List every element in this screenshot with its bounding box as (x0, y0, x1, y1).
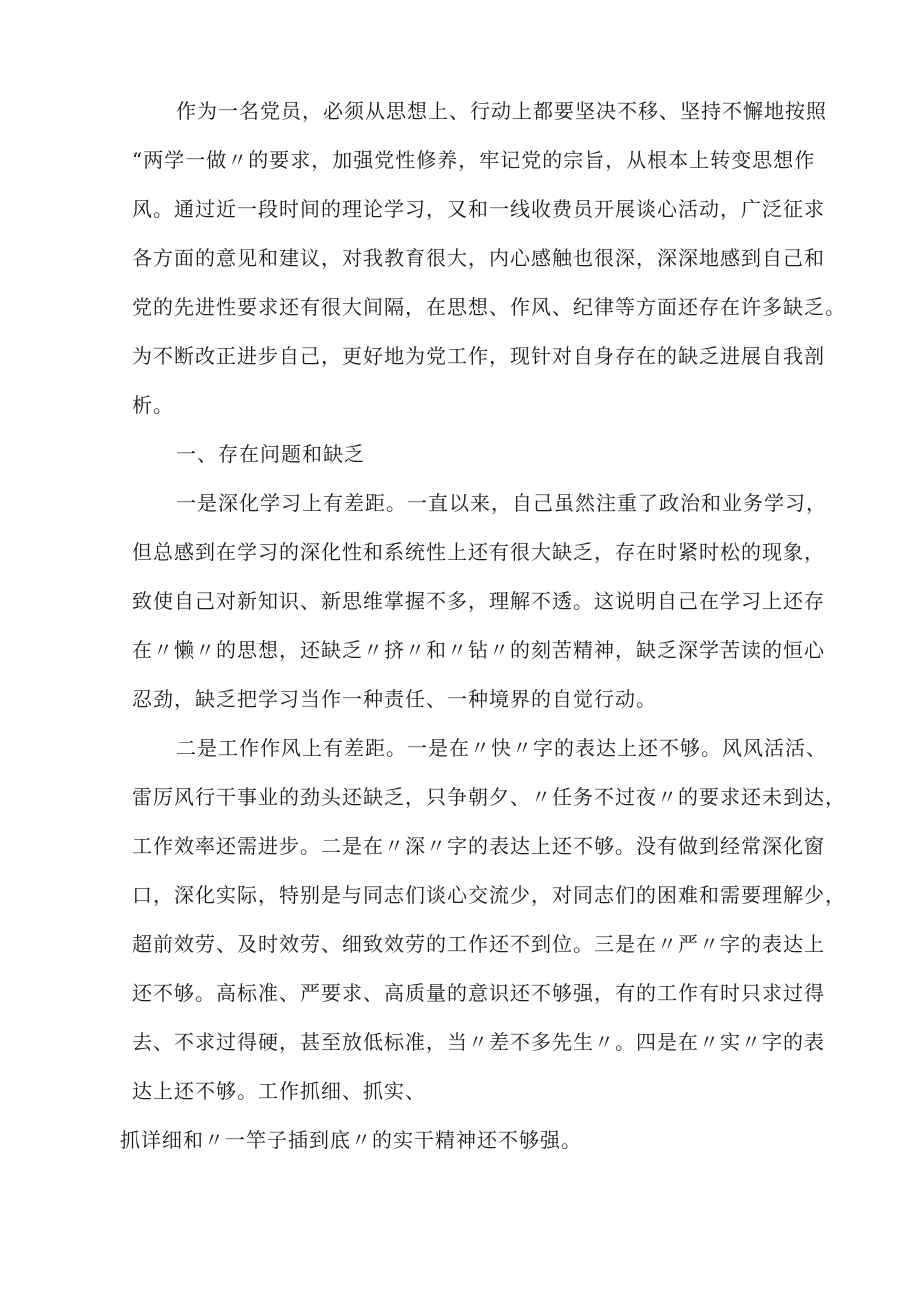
section1-line-4: 在〃懒〃的思想，还缺乏〃挤〃和〃钻〃的刻苦精神，缺乏深学苦读的恒心 (132, 638, 825, 662)
section1-line-5: 忍劲，缺乏把学习当作一种责任、一种境界的自觉行动。 (132, 687, 657, 711)
section1-line-2: 但总感到在学习的深化性和系统性上还有很大缺乏，存在时紧时松的现象， (132, 540, 825, 564)
section2-line-7: 去、不求过得硬，甚至放低标准，当〃差不多先生〃。四是在〃实〃字的表 (132, 1030, 825, 1054)
intro-line-6: 为不断改正进步自己，更好地为党工作，现针对自身存在的缺乏进展自我剖 (132, 344, 825, 368)
section2-line-1: 二是工作作风上有差距。一是在〃快〃字的表达上还不够。风风活活、 (176, 736, 827, 760)
intro-line-1: 作为一名党员，必须从思想上、行动上都要坚决不移、坚持不懈地按照 (176, 99, 827, 123)
intro-line-2: “两学一做〃的要求，加强党性修养，牢记党的宗旨，从根本上转变思想作 (132, 148, 816, 172)
section2-line-4: 口，深化实际，特别是与同志们谈心交流少，对同志们的困难和需要理解少， (132, 883, 846, 907)
tail-line: 抓详细和〃一竿子插到底〃的实干精神还不够强。 (120, 1128, 582, 1152)
intro-line-4: 各方面的意见和建议，对我教育很大，内心感触也很深，深深地感到自己和 (132, 246, 825, 270)
intro-line-3: 风。通过近一段时间的理论学习，又和一线收费员开展谈心活动，广泛征求 (132, 197, 825, 221)
intro-line-7: 析。 (132, 393, 174, 417)
intro-line-5: 党的先进性要求还有很大间隔，在思想、作风、纪律等方面还存在许多缺乏。 (132, 295, 846, 319)
section2-line-5: 超前效劳、及时效劳、细致效劳的工作还不到位。三是在〃严〃字的表达上 (132, 932, 825, 956)
section1-line-3: 致使自己对新知识、新思维掌握不多，理解不透。这说明自己在学习上还存 (132, 589, 825, 613)
section2-line-2: 雷厉风行干事业的劲头还缺乏，只争朝夕、〃任务不过夜〃的要求还未到达， (132, 785, 846, 809)
section-heading: 一、存在问题和缺乏 (176, 442, 365, 466)
section2-line-6: 还不够。高标准、严要求、高质量的意识还不够强，有的工作有时只求过得 (132, 981, 825, 1005)
section2-line-3: 工作效率还需进步。二是在〃深〃字的表达上还不够。没有做到经常深化窗 (132, 834, 825, 858)
section1-line-1: 一是深化学习上有差距。一直以来，自己虽然注重了政治和业务学习， (176, 491, 827, 515)
section2-line-8: 达上还不够。工作抓细、抓实、 (132, 1079, 426, 1103)
